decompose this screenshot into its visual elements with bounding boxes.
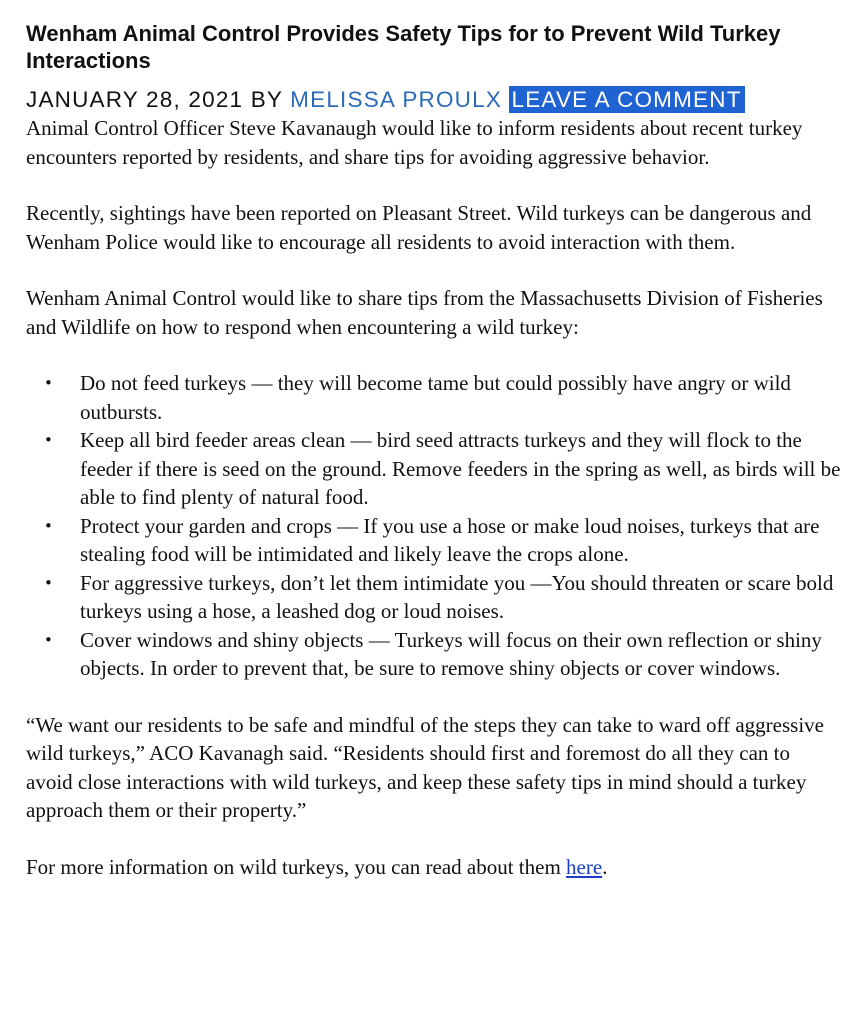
bullet-icon: • [44, 374, 53, 392]
article-title: Wenham Animal Control Provides Safety Tips for to Prevent Wild Turkey Interactions [26, 21, 781, 73]
author-link[interactable]: MELISSA PROULX [290, 87, 503, 112]
bullet-icon: • [44, 431, 53, 449]
bullet-icon: • [44, 630, 53, 649]
article-body [26, 114, 841, 881]
list-item [26, 369, 841, 426]
sightings-paragraph: Recently, sightings have been reported on Pleasant Street. Wild turkeys can be dangerous and Wenham Police would like to encourage all residents to avoid interaction with them. [26, 201, 812, 254]
tips-list [26, 369, 841, 683]
list-item [26, 426, 841, 512]
bullet-icon: • [44, 516, 53, 535]
article-date: JANUARY 28, 2021 [26, 87, 244, 112]
intro-paragraph: Animal Control Officer Steve Kavanaugh would like to inform residents about recent turkey encounters reported by residents, and share tips for avoiding aggressive behavior. [26, 116, 803, 169]
here-link[interactable]: here [566, 854, 603, 879]
byline-by: BY [250, 87, 283, 112]
bullet-icon: • [44, 573, 53, 592]
tips-intro-paragraph: Wenham Animal Control would like to share tips from the Massachusetts Division of Fisheries and Wildlife on how to respond when encountering a wild turkey: [26, 286, 823, 339]
list-item [26, 512, 841, 569]
tip-text: Protect your garden and crops — If you use a hose or make loud noises, turkeys that are stealing food will be intimidated and likely leave the crops alone. [80, 513, 820, 566]
article [26, 20, 841, 881]
more-info-end: . [602, 854, 608, 879]
leave-comment-link[interactable]: LEAVE A COMMENT [511, 87, 742, 112]
list-item [26, 569, 841, 626]
more-info-paragraph [26, 853, 841, 882]
quote-paragraph: “We want our residents to be safe and mindful of the steps they can take to ward off aggressive wild turkeys,” ACO Kavanagh said. “Residents should first and foremost do all they can to avoid close interactions with wild turkeys, and keep these safety tips in mind should a turkey approach them or their property.” [26, 712, 824, 822]
tip-text: Do not feed turkeys — they will become tame but could possibly have angry or wild outbursts. [80, 371, 791, 424]
tip-text: For aggressive turkeys, don’t let them intimidate you —You should threaten or scare bold turkeys using a hose, a leashed dog or loud noises. [80, 570, 834, 623]
tip-text: Keep all bird feeder areas clean — bird seed attracts turkeys and they will flock to the feeder if there is seed on the ground. Remove feeders in the spring as well, as birds will be able to find plenty of natural food. [80, 428, 841, 509]
list-item [26, 626, 841, 683]
article-meta [26, 86, 841, 114]
tip-text: Cover windows and shiny objects — Turkeys will focus on their own reflection or shiny objects. In order to prevent that, be sure to remove shiny objects or cover windows. [80, 627, 822, 680]
more-info-text: For more information on wild turkeys, you can read about them [26, 854, 567, 879]
